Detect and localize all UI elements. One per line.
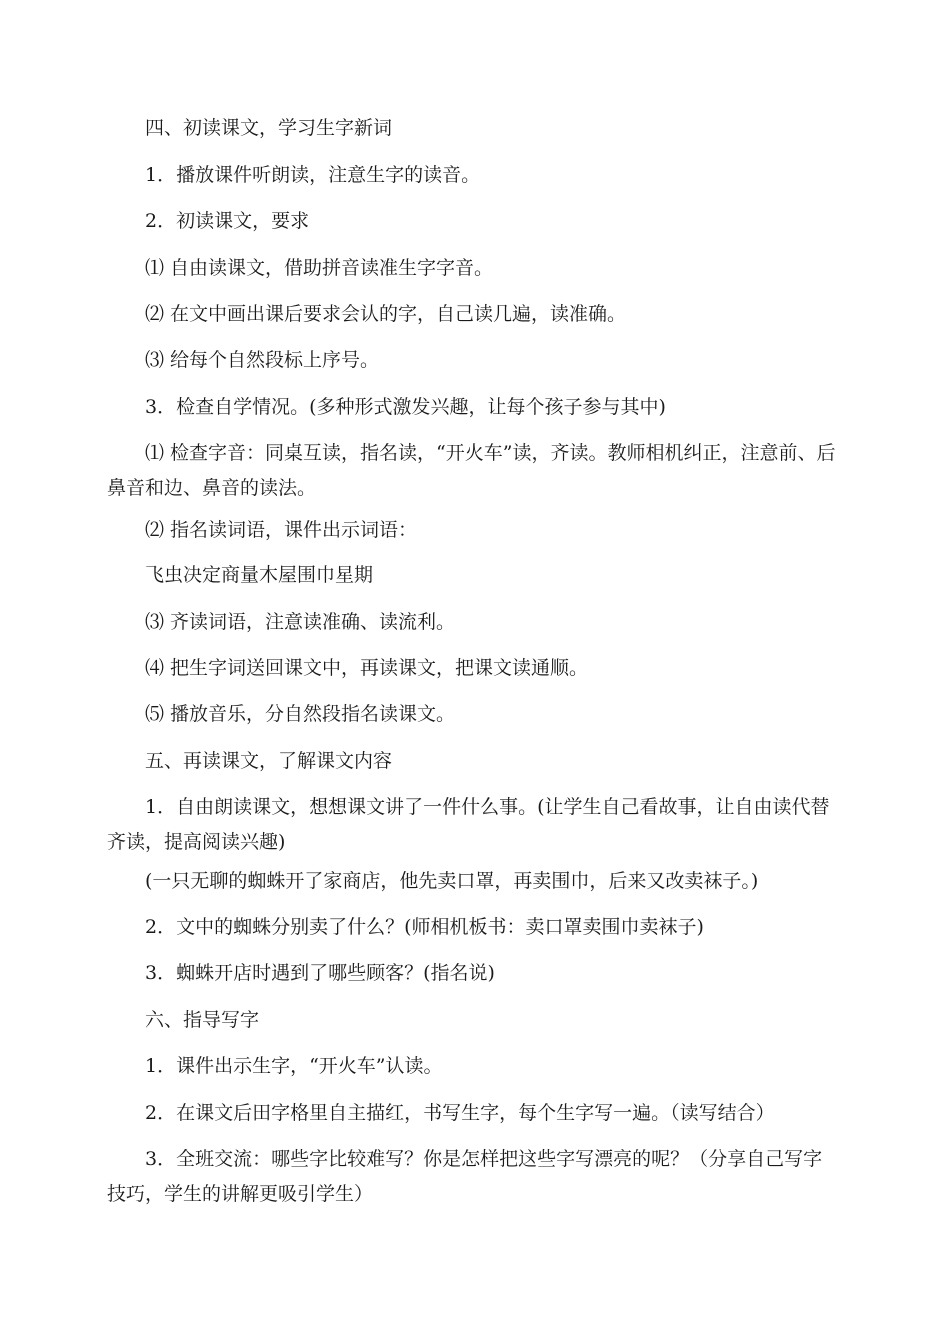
paragraph: 2．初读课文，要求 <box>145 210 310 232</box>
paragraph: ⑵ 指名读词语，课件出示词语： <box>145 519 418 541</box>
paragraph: (一只无聊的蜘蛛开了家商店，他先卖口罩，再卖围巾，后来又改卖袜子。) <box>145 870 759 892</box>
section-heading-5: 五、再读课文，了解课文内容 <box>145 750 393 772</box>
section-heading-6: 六、指导写字 <box>145 1009 260 1031</box>
paragraph: 1．自由朗读课文，想想课文讲了一件什么事。(让学生自己看故事，让自由读代替齐读，提高阅读兴趣) <box>107 796 830 853</box>
paragraph: 2．在课文后田字格里自主描红，书写生字，每个生字写一遍。（读写结合） <box>145 1102 775 1124</box>
paragraph: ⑵ 在文中画出课后要求会认的字，自己读几遍，读准确。 <box>145 303 627 325</box>
paragraph: ⑶ 齐读词语，注意读准确、读流利。 <box>145 611 456 633</box>
section-heading-4: 四、初读课文，学习生字新词 <box>145 117 393 139</box>
paragraph: 3．检查自学情况。(多种形式激发兴趣，让每个孩子参与其中) <box>145 396 666 418</box>
paragraph: 3．全班交流：哪些字比较难写？你是怎样把这些字写漂亮的呢？（分享自己写字技巧，学生的讲解更吸引学生） <box>107 1148 823 1205</box>
paragraph: ⑶ 给每个自然段标上序号。 <box>145 349 380 371</box>
paragraph: ⑷ 把生字词送回课文中，再读课文，把课文读通顺。 <box>145 657 589 679</box>
paragraph: ⑸ 播放音乐，分自然段指名读课文。 <box>145 703 456 725</box>
paragraph: 3．蜘蛛开店时遇到了哪些顾客？(指名说) <box>145 962 495 984</box>
paragraph: ⑴ 检查字音：同桌互读，指名读，“开火车”读，齐读。教师相机纠正，注意前、后鼻音和边、鼻音的读法。 <box>107 442 836 499</box>
paragraph: 2．文中的蜘蛛分别卖了什么？(师相机板书：卖口罩卖围巾卖袜子) <box>145 916 704 938</box>
paragraph: ⑴ 自由读课文，借助拼音读准生字字音。 <box>145 257 494 279</box>
word-list: 飞虫决定商量木屋围巾星期 <box>145 564 374 586</box>
paragraph: 1．播放课件听朗读，注意生字的读音。 <box>145 164 481 186</box>
paragraph: 1．课件出示生字，“开火车”认读。 <box>145 1055 443 1077</box>
